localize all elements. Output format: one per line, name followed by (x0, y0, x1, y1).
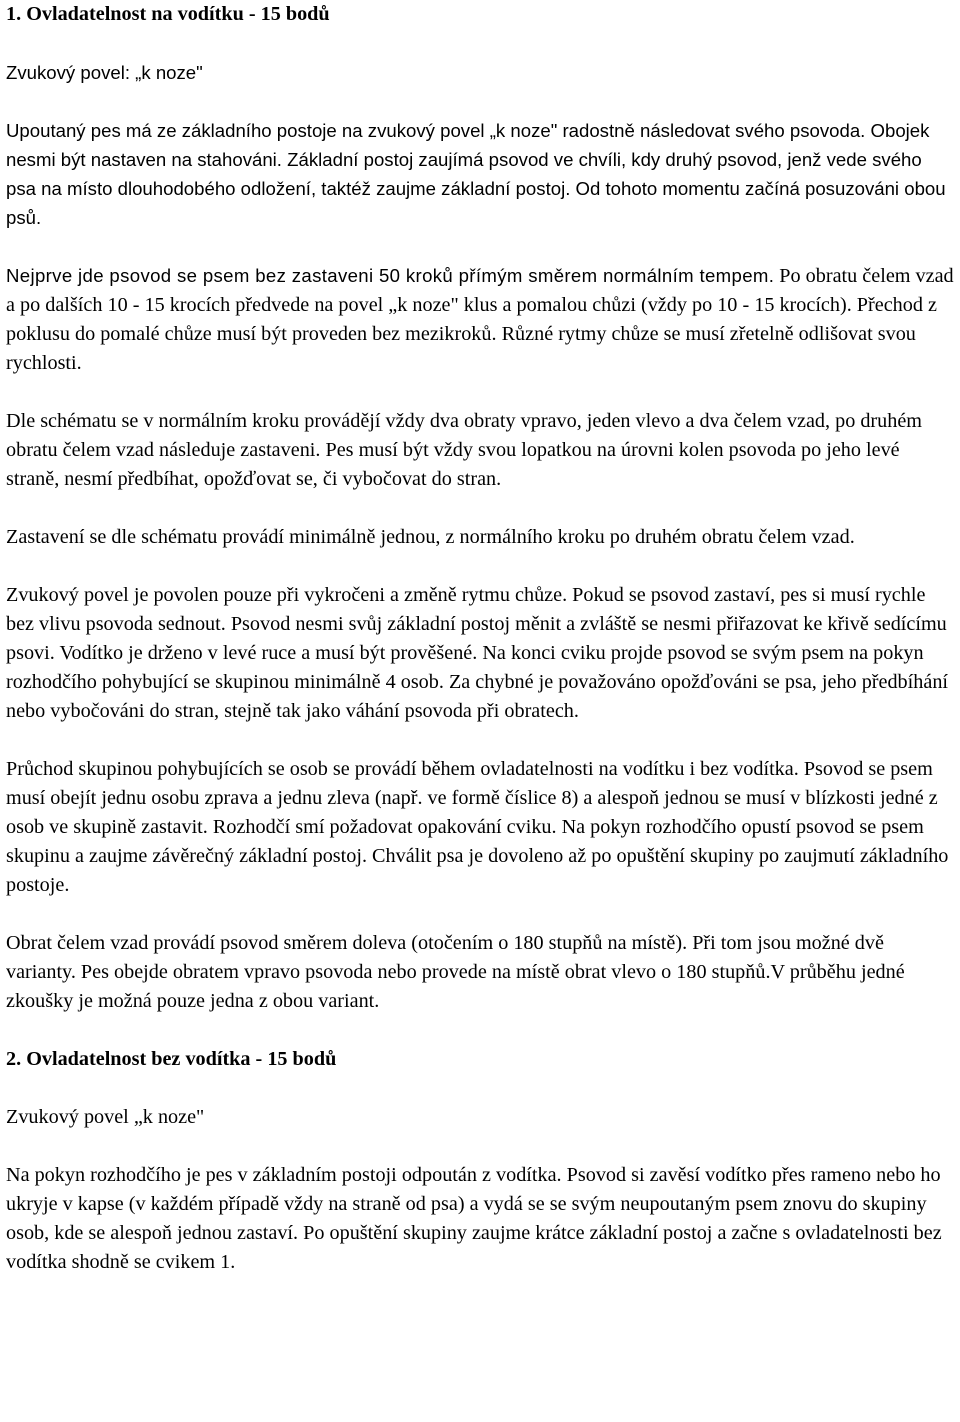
section2-heading: 2. Ovladatelnost bez vodítka - 15 bodů (6, 1048, 337, 1070)
section1-heading: 1. Ovladatelnost na vodítku - 15 bodů (6, 3, 330, 25)
section1-paragraph-7: Obrat čelem vzad provádí psovod směrem doleva (otočením o 180 stupňů na místě). Při tom jsou možné dvě varianty. Pes obejde obratem vpravo psovoda nebo provede na místě obrat vlevo o 180 stupňů.V průběhu jedné zkoušky je možná pouze jedna z obou variant. (6, 932, 905, 1012)
section1-paragraph-2 (6, 261, 956, 378)
section2-paragraph-1: Na pokyn rozhodčího je pes v základním postoji odpoután z vodítka. Psovod si zavěsí vodítko přes rameno nebo ho ukryje v kapse (v každém případě vždy na straně od psa) a vydá se se svým neupoutaným psem znovu do skupiny osob, kde se alespoň jednou zastaví. Po opuštění skupiny zaujme krátce základní postoj a začne s ovladatelnosti bez vodítka shodně se cvikem 1. (6, 1164, 942, 1273)
section1-paragraph-3: Dle schématu se v normálním kroku provádějí vždy dva obraty vpravo, jeden vlevo a dva čelem vzad, po druhém obratu čelem vzad následuje zastaveni. Pes musí být vždy svou lopatkou na úrovni kolen psovoda po jeho levé straně, nesmí předbíhat, opožďovat se, či vybočovat do stran. (6, 410, 922, 490)
paragraph-2-rest: Po obratu čelem vzad a po dalších 10 - 15 krocích předvede na povel „k noze" klus a pomalou chůzi (vždy po 10 - 15 krocích). Přechod z poklusu do pomalé chůze musí být proveden bez mezikroků. Různé rytmy chůze se musí zřetelně odlišovat svou rychlosti. (6, 265, 954, 374)
section1-paragraph-1: Upoutaný pes má ze základního postoje na zvukový povel „k noze" radostně následovat svého psovoda. Obojek nesmi být nastaven na stahováni. Základní postoj zaujímá psovod ve chvíli, kdy druhý psovod, jenž vede svého psa na místo dlouhodobého odložení, taktéž zaujme základní postoj. Od tohoto momentu začíná posuzováni obou psů. (6, 120, 946, 228)
section1-paragraph-4: Zastavení se dle schématu provádí minimálně jednou, z normálního kroku po druhém obratu čelem vzad. (6, 526, 855, 548)
document-page (6, 0, 956, 1277)
section2-command: Zvukový povel „k noze" (6, 1106, 205, 1128)
section1-command: Zvukový povel: „k noze" (6, 62, 203, 83)
paragraph-2-lead: Nejprve jde psovod se psem bez zastaveni 50 kroků přímým směrem normálním tempem. (6, 265, 775, 286)
section1-paragraph-6: Průchod skupinou pohybujících se osob se provádí během ovladatelnosti na vodítku i bez vodítka. Psovod se psem musí obejít jednu osobu zprava a jednu zleva (např. ve formě číslice 8) a alespoň jednou se musí v blízkosti jedné z osob ve skupině zastavit. Rozhodčí smí požadovat opakování cviku. Na pokyn rozhodčího opustí psovod se psem skupinu a zaujme závěrečný základní postoj. Chválit psa je dovoleno až po opuštění skupiny po zaujmutí základního postoje. (6, 758, 949, 896)
section1-paragraph-5: Zvukový povel je povolen pouze při vykročeni a změně rytmu chůze. Pokud se psovod zastaví, pes si musí rychle bez vlivu psovoda sednout. Psovod nesmi svůj základní postoj měnit a zvláště se nesmi přiřazovat ke křivě sedícímu psovi. Vodítko je drženo v levé ruce a musí být prověšené. Na konci cviku projde psovod se svým psem na pokyn rozhodčího pohybující se skupinou minimálně 4 osob. Za chybné je považováno opožďováni se psa, jeho předbíhání nebo vybočováni do stran, stejně tak jako váhání psovoda při obratech. (6, 584, 949, 722)
